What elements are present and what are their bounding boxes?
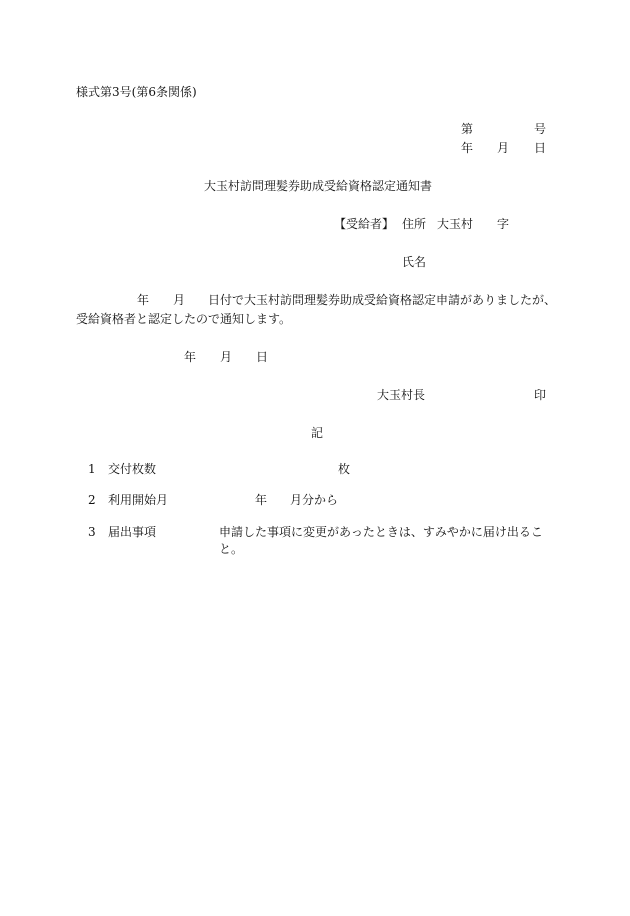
- item-3-value-line2: と。: [219, 542, 244, 556]
- notice-date-day: 日: [256, 350, 269, 364]
- recipient-village: 大玉村: [437, 217, 474, 231]
- seal-mark: 印: [534, 388, 547, 402]
- date-year: 年: [461, 141, 474, 155]
- notice-date-year: 年: [184, 350, 197, 364]
- item-1-number: 1: [88, 462, 96, 476]
- form-label: 様式第3号(第6条関係): [76, 85, 197, 99]
- item-3-label: 届出事項: [108, 525, 157, 539]
- item-3-value-line1: 申請した事項に変更があったときは、すみやかに届け出るこ: [219, 525, 543, 539]
- item-2-number: 2: [88, 493, 96, 507]
- item-2-label: 利用開始月: [108, 493, 169, 507]
- recipient-address-label: 住所: [402, 217, 427, 231]
- recipient-aza: 字: [497, 217, 510, 231]
- notice-date-month: 月: [220, 350, 233, 364]
- document-title: 大玉村訪問理髪券助成受給資格認定通知書: [204, 179, 433, 193]
- item-3-number: 3: [88, 525, 96, 539]
- date-day: 日: [534, 141, 547, 155]
- recipient-name-label: 氏名: [402, 255, 427, 269]
- signer-title: 大玉村長: [377, 388, 426, 402]
- number-dai: 第: [461, 122, 474, 136]
- item-2-value-month: 月分から: [290, 493, 339, 507]
- item-1-value: 枚: [338, 462, 351, 476]
- body-month: 月: [173, 293, 186, 307]
- item-1-label: 交付枚数: [108, 462, 157, 476]
- recipient-bracket-label: 【受給者】: [334, 217, 395, 231]
- body-line2: 受給資格者と認定したので通知します。: [76, 312, 292, 326]
- item-2-value-year: 年: [255, 493, 268, 507]
- date-month: 月: [497, 141, 510, 155]
- body-line1: 日付で大玉村訪問理髪券助成受給資格認定申請がありましたが、: [208, 293, 557, 307]
- ki-heading: 記: [311, 426, 324, 440]
- body-year: 年: [137, 293, 150, 307]
- number-go: 号: [534, 122, 547, 136]
